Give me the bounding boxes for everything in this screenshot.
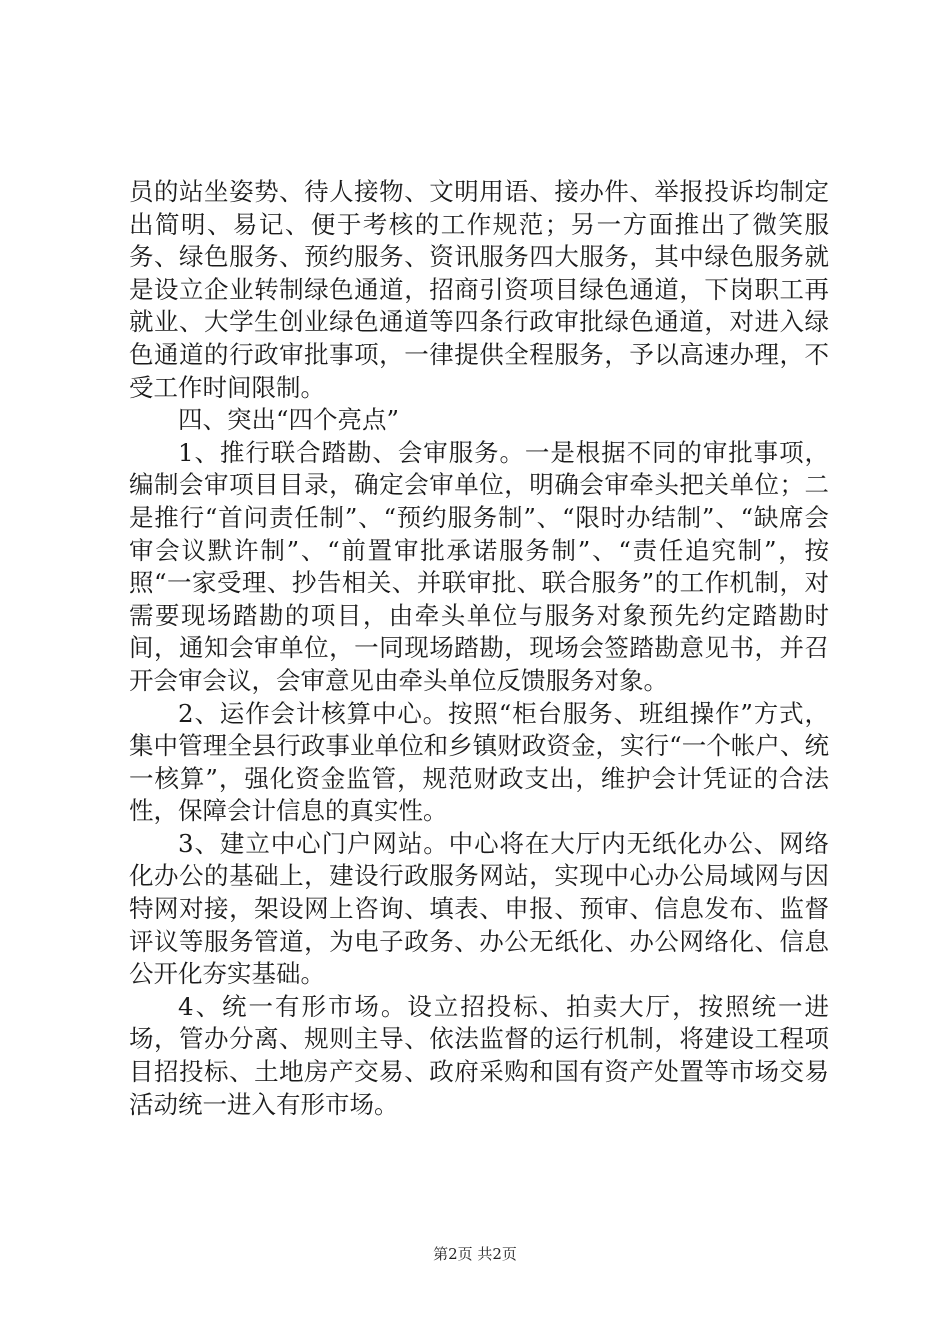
document-body: [129, 176, 829, 1121]
paragraph-item-2: 2、运作会计核算中心。按照“柜台服务、班组操作”方式，集中管理全县行政事业单位和乡镇财政资金，实行“一个帐户、统一核算”，强化资金监管，规范财政支出，维护会计凭证的合法性，保障会计信息的真实性。: [129, 698, 829, 826]
page-footer: [0, 1244, 950, 1264]
paragraph-item-3: 3、建立中心门户网站。中心将在大厅内无纸化办公、网络化办公的基础上，建设行政服务网站，实现中心办公局域网与因特网对接，架设网上咨询、填表、申报、预审、信息发布、监督评议等服务管道，为电子政务、办公无纸化、办公网络化、信息公开化夯实基础。: [129, 828, 829, 989]
page-number-label: 第2页 共2页: [433, 1245, 517, 1263]
paragraph-item-4: 4、统一有形市场。设立招投标、拍卖大厅，按照统一进场，管办分离、规则主导、依法监督的运行机制，将建设工程项目招投标、土地房产交易、政府采购和国有资产处置等市场交易活动统一进入有形市场。: [129, 991, 829, 1119]
paragraph-continuation: 员的站坐姿势、待人接物、文明用语、接办件、举报投诉均制定出简明、易记、便于考核的工作规范；另一方面推出了微笑服务、绿色服务、预约服务、资讯服务四大服务，其中绿色服务就是设立企业转制绿色通道，招商引资项目绿色通道，下岗职工再就业、大学生创业绿色通道等四条行政审批绿色通道，对进入绿色通道的行政审批事项，一律提供全程服务，予以高速办理，不受工作时间限制。: [129, 177, 829, 402]
section-heading: 四、突出“四个亮点”: [178, 405, 400, 435]
paragraph-item-1: 1、推行联合踏勘、会审服务。一是根据不同的审批事项，编制会审项目目录，确定会审单位，明确会审牵头把关单位；二是推行“首问责任制”、“预约服务制”、“限时办结制”、“缺席会审会议默许制”、“前置审批承诺服务制”、“责任追究制”，按照“一家受理、抄告相关、并联审批、联合服务”的工作机制，对需要现场踏勘的项目，由牵头单位与服务对象预先约定踏勘时间，通知会审单位，一同现场踏勘，现场会签踏勘意见书，并召开会审会议，会审意见由牵头单位反馈服务对象。: [129, 437, 829, 695]
